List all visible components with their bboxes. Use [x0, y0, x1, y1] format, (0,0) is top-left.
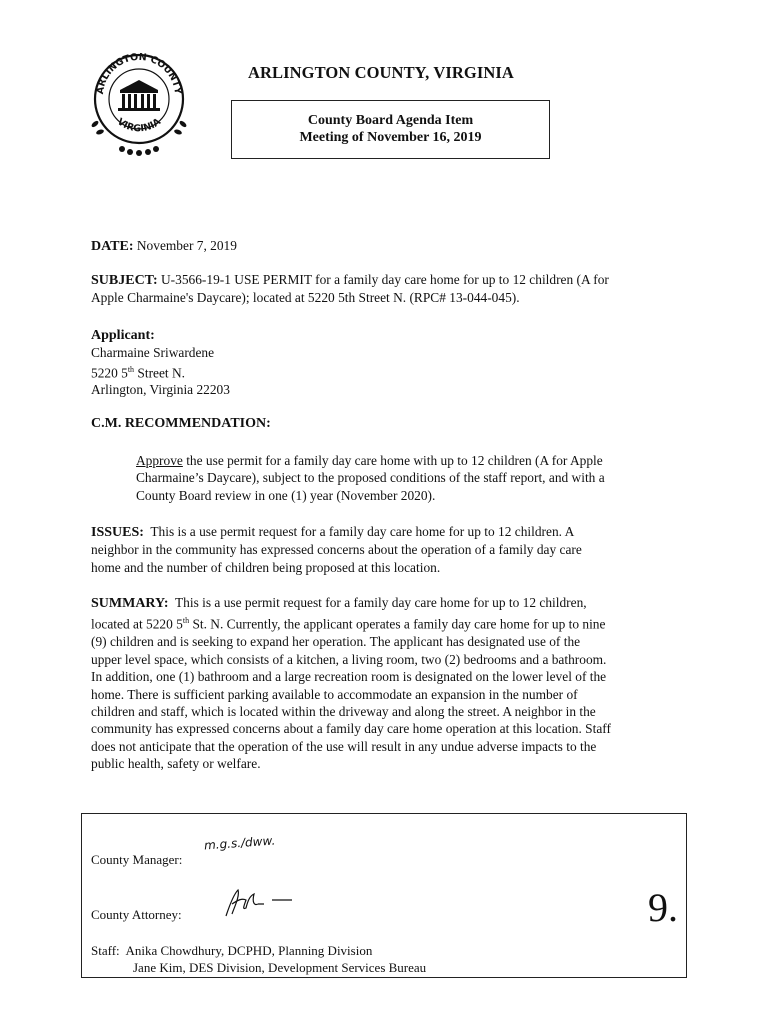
staff-label: Staff:: [91, 943, 120, 958]
recommendation-line-2: Charmaine’s Daycare), subject to the proposed conditions of the staff report, and with a: [136, 470, 605, 486]
applicant-label: Applicant:: [91, 328, 155, 343]
date-line: [91, 237, 237, 255]
staff-name-2: Jane Kim, DES Division, Development Services Bureau: [133, 960, 427, 975]
county-attorney-signature: [220, 886, 296, 920]
date-label: DATE:: [91, 239, 134, 254]
summary-line-6: home. There is sufficient parking available to accommodate an expansion in the number of: [91, 686, 578, 702]
approve-word: Approve: [136, 453, 183, 468]
summary-line-7: children and staff, which is located within the driveway and along the street. A neighbor in the: [91, 703, 596, 719]
applicant-street-num: 5220 5: [91, 365, 128, 381]
summary-line-9: does not anticipate that the operation of the use will result in any undue adverse impacts to the: [91, 738, 597, 754]
recommendation-label: C.M. RECOMMENDATION:: [91, 416, 271, 431]
date-value: November 7, 2019: [136, 238, 237, 253]
subject-label: SUBJECT:: [91, 273, 158, 288]
recommendation-line-1: the use permit for a family day care home with up to 12 children (A for Apple: [182, 453, 603, 468]
summary-line-1: This is a use permit request for a family day care home for up to 12 children,: [168, 595, 587, 610]
subject-line-2: Apple Charmaine's Daycare); located at 5220 5th Street N. (RPC# 13-044-045).: [91, 290, 520, 306]
issues-line-3: home and the number of children being proposed at this location.: [91, 559, 441, 575]
agenda-item-number: 9.: [648, 885, 678, 930]
applicant-section: [91, 327, 230, 398]
agenda-item-box: [231, 100, 550, 159]
meeting-date: Meeting of November 16, 2019: [299, 130, 482, 145]
svg-text:VIRGINIA: [115, 116, 164, 134]
issues-line-2: neighbor in the community has expressed concerns about the operation of a family day care: [91, 542, 582, 558]
summary-line-10: public health, safety or welfare.: [91, 756, 261, 772]
applicant-name: Charmaine Sriwardene: [91, 345, 215, 360]
subject-line-1: U-3566-19-1 USE PERMIT for a family day care home for up to 12 children (A for: [161, 272, 609, 287]
seal-text-top: ARLINGTON COUNTY: [94, 51, 184, 95]
seal-text-bottom: VIRGINIA: [114, 116, 164, 135]
subject-section: [91, 271, 681, 307]
summary-line-2b: St. N. Currently, the applicant operates a family day care home for up to nine: [189, 616, 606, 632]
recommendation-line-3: County Board review in one (1) year (November 2020).: [136, 487, 436, 503]
applicant-street-rest: Street N.: [134, 365, 186, 381]
issues-section: [91, 523, 681, 576]
applicant-street: [91, 361, 230, 381]
staff-line-1: [91, 943, 372, 960]
summary-section: [91, 594, 681, 773]
county-title: ARLINGTON COUNTY, VIRGINIA: [248, 63, 514, 82]
summary-label: SUMMARY:: [91, 596, 169, 611]
agenda-item-title: County Board Agenda Item: [307, 113, 474, 128]
county-seal-logo: [86, 46, 192, 162]
applicant-street-sup: th: [127, 365, 135, 374]
summary-line-8: community has expressed concerns about a family day care home operation at this location. Staff: [91, 721, 611, 737]
summary-line-2a: located at 5220 5: [91, 616, 183, 632]
signature-box: [81, 813, 687, 978]
summary-line-2-sup: th: [182, 616, 190, 626]
applicant-city: Arlington, Virginia 22203: [91, 382, 230, 398]
summary-line-4: upper level space, which consists of a kitchen, a living room, two (2) bedrooms and a bathroom.: [91, 651, 607, 667]
issues-line-1: This is a use permit request for a family day care home for up to 12 children. A: [143, 524, 575, 539]
recommendation-text: [136, 452, 676, 504]
summary-line-3: (9) children and is seeking to expand her operation. The applicant has designated use of the: [91, 634, 581, 650]
county-manager-initials: m.g.s./dww.: [203, 833, 276, 853]
issues-label: ISSUES:: [91, 525, 144, 540]
county-manager-label: County Manager:: [91, 852, 183, 867]
county-attorney-label: County Attorney:: [91, 907, 182, 922]
staff-name-1: Anika Chowdhury, DCPHD, Planning Division: [125, 943, 373, 958]
summary-line-5: In addition, one (1) bathroom and a large recreation room is designated on the lower level of the: [91, 669, 607, 685]
